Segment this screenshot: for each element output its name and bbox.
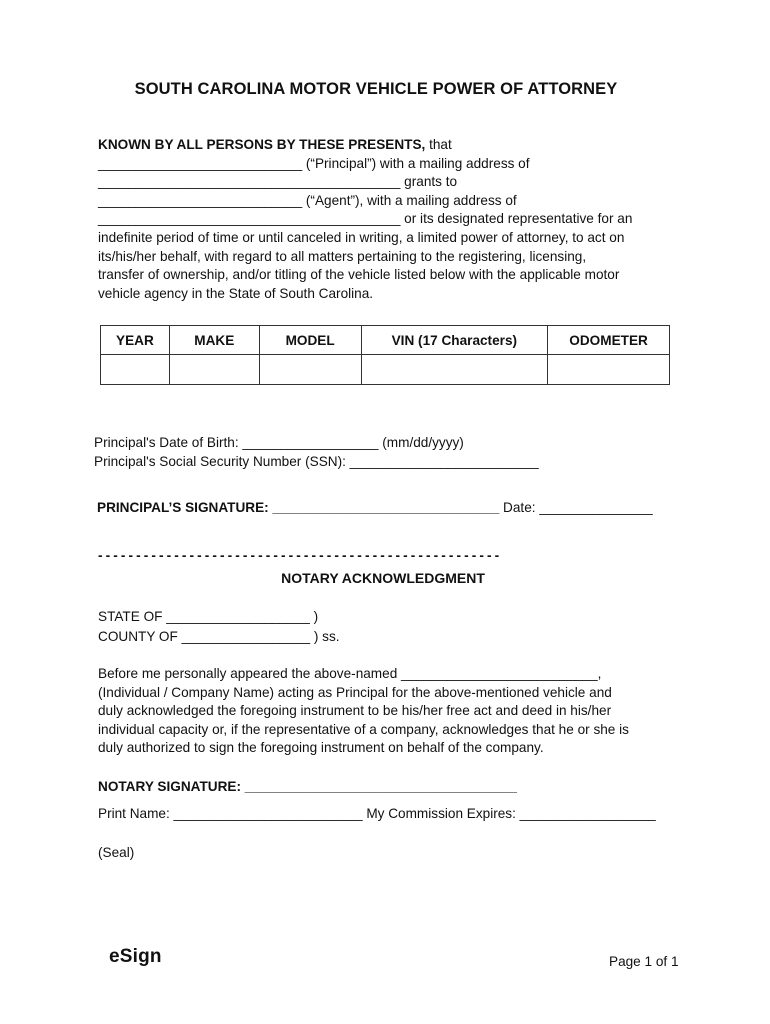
principal-signature-line[interactable] bbox=[97, 500, 653, 515]
make-cell[interactable] bbox=[169, 355, 259, 385]
intro-line-1 bbox=[98, 136, 678, 155]
notary-print-name-line[interactable]: Print Name: _________________________ My Commission Expires: __________________ bbox=[98, 806, 656, 821]
vehicle-table-header-row bbox=[101, 326, 670, 355]
intro-paragraph bbox=[98, 136, 678, 303]
intro-line-1-rest: that bbox=[425, 137, 452, 152]
intro-line-9: vehicle agency in the State of South Carolina. bbox=[98, 285, 374, 301]
notary-county-field[interactable]: COUNTY OF _________________ ) ss. bbox=[98, 629, 340, 644]
agent-address-line: ________________________________________ or its designated representative for an bbox=[98, 211, 633, 227]
notary-seal-label: (Seal) bbox=[98, 845, 135, 860]
notary-line-2: (Individual / Company Name) acting as Principal for the above-mentioned vehicle and bbox=[98, 684, 612, 700]
section-divider: ----------------------------------------------------- bbox=[98, 548, 503, 563]
header-make: MAKE bbox=[169, 326, 259, 355]
page-number: Page 1 of 1 bbox=[609, 954, 679, 969]
header-vin: VIN (17 Characters) bbox=[361, 326, 548, 355]
table-row bbox=[101, 355, 670, 385]
intro-line-6: indefinite period of time or until canceled in writing, a limited power of attorney, to act on bbox=[98, 229, 625, 245]
agent-line: ___________________________ (“Agent”), with a mailing address of bbox=[98, 192, 517, 208]
document-title: SOUTH CAROLINA MOTOR VEHICLE POWER OF ATTORNEY bbox=[134, 80, 618, 98]
principal-address-line: ________________________________________ grants to bbox=[98, 174, 458, 190]
notary-line-1: Before me personally appeared the above-named __________________________, bbox=[98, 666, 602, 681]
notary-line-5: duly authorized to sign the foregoing instrument on behalf of the company. bbox=[98, 740, 544, 756]
model-cell[interactable] bbox=[259, 355, 361, 385]
notary-title: NOTARY ACKNOWLEDGMENT bbox=[281, 570, 485, 586]
notary-paragraph bbox=[98, 665, 678, 758]
notary-line-4: individual capacity or, if the representative of a company, acknowledges that he or she is bbox=[98, 721, 629, 737]
principal-dob-field[interactable]: Principal's Date of Birth: __________________ (mm/dd/yyyy) bbox=[94, 435, 464, 450]
intro-line-8: transfer of ownership, and/or titling of the vehicle listed below with the applicable motor bbox=[98, 267, 620, 283]
intro-line-7: its/his/her behalf, with regard to all matters pertaining to the registering, licensing, bbox=[98, 248, 587, 264]
principal-ssn-field[interactable]: Principal's Social Security Number (SSN): _________________________ bbox=[94, 454, 539, 469]
intro-heading: KNOWN BY ALL PERSONS BY THESE PRESENTS, bbox=[98, 137, 426, 152]
header-odometer: ODOMETER bbox=[548, 326, 670, 355]
year-cell[interactable] bbox=[101, 355, 170, 385]
header-model: MODEL bbox=[259, 326, 361, 355]
esign-logo: eSign bbox=[109, 946, 162, 967]
principal-signature-label: PRINCIPAL’S SIGNATURE: ______________________________ bbox=[97, 500, 500, 515]
vin-cell[interactable] bbox=[361, 355, 548, 385]
header-year: YEAR bbox=[101, 326, 170, 355]
notary-state-field[interactable]: STATE OF ___________________ ) bbox=[98, 609, 319, 624]
notary-line-3: duly acknowledged the foregoing instrument to be his/her free act and deed in his/her bbox=[98, 703, 612, 719]
odometer-cell[interactable] bbox=[548, 355, 670, 385]
principal-signature-date: Date: _______________ bbox=[499, 500, 653, 515]
principal-line: ___________________________ (“Principal”) with a mailing address of bbox=[98, 155, 530, 171]
vehicle-table bbox=[100, 325, 670, 385]
notary-signature-line[interactable]: NOTARY SIGNATURE: ____________________________________ bbox=[98, 779, 517, 794]
